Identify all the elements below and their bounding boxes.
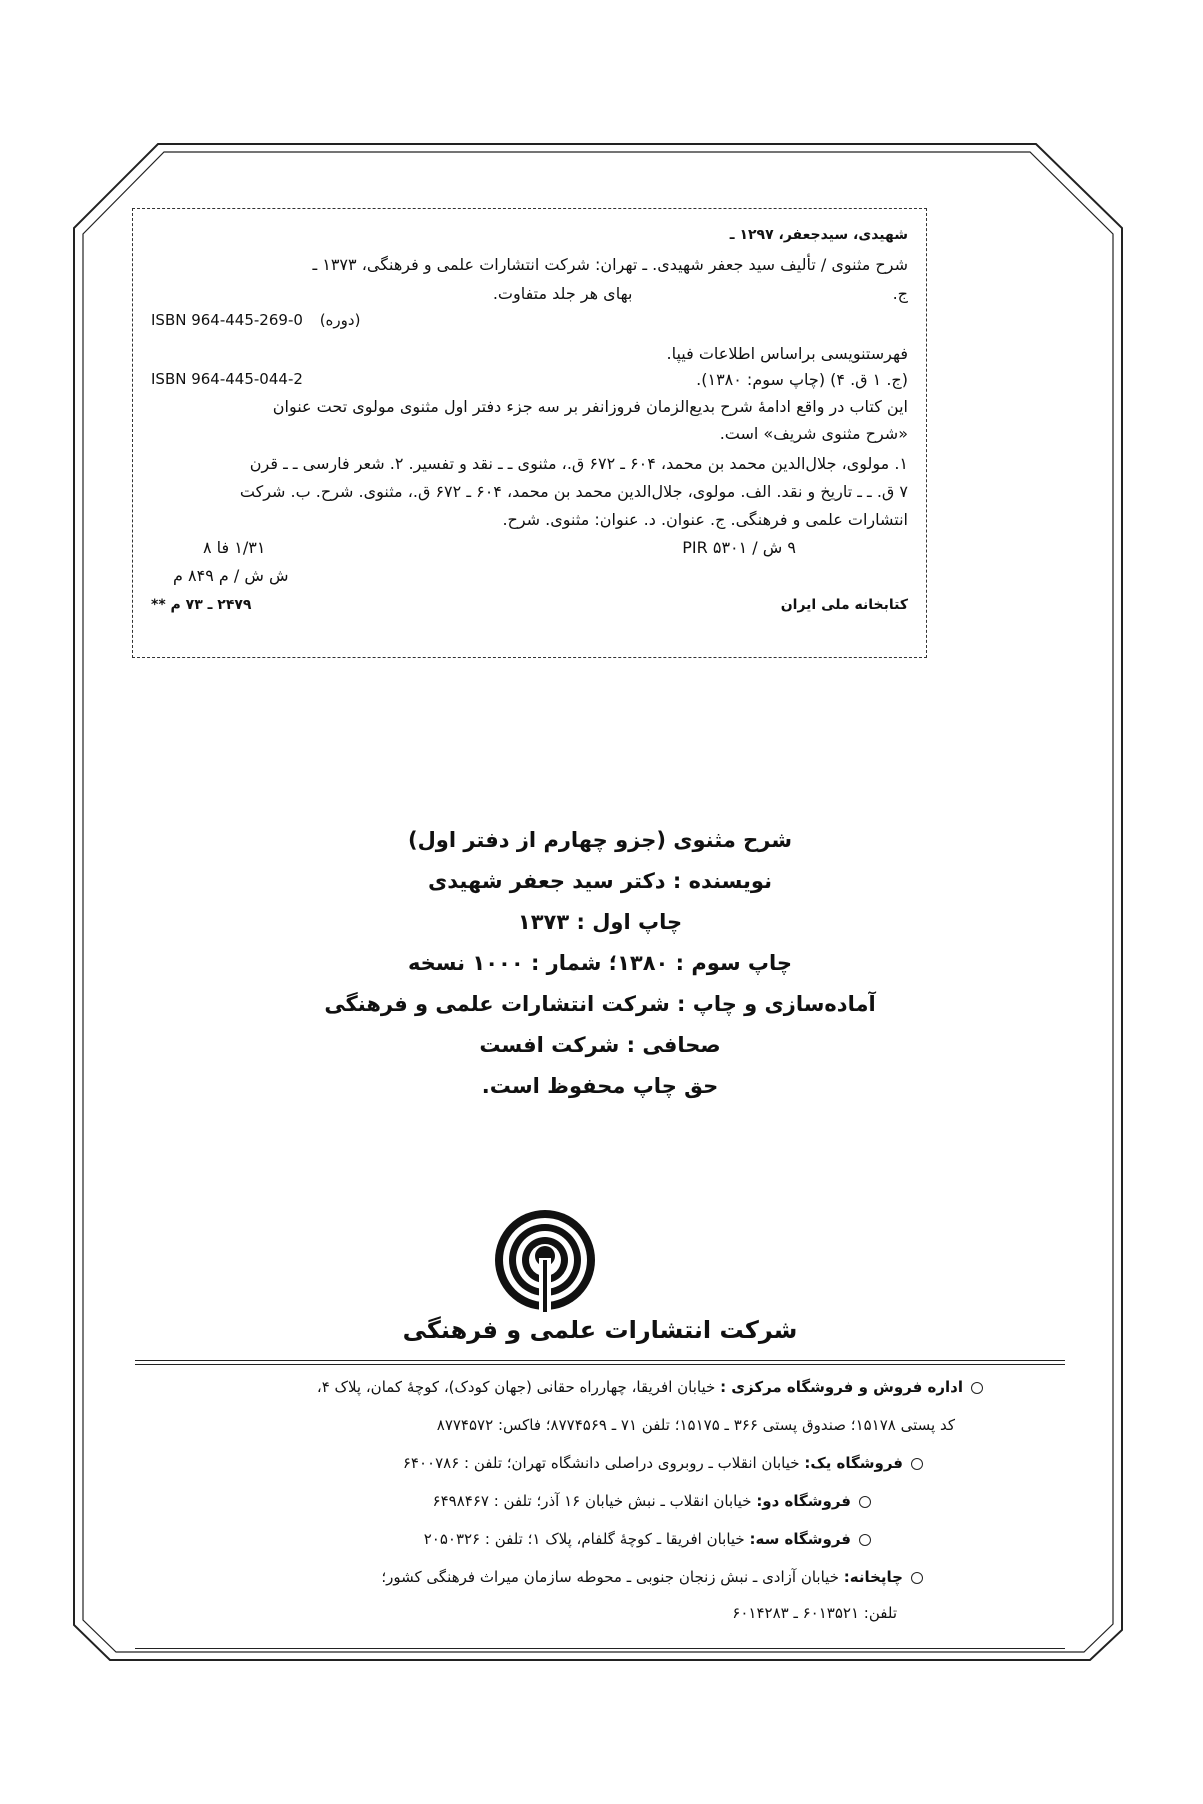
catalog-subject-2: ۷ ق. ـ ـ تاریخ و نقد. الف. مولوی، جلال‌الدین محمد بن محمد، ۶۰۴ ـ ۶۷۲ ق.، مثنوی. شرح. ب. شرکت — [239, 482, 908, 501]
catalog-card — [132, 208, 927, 658]
catalog-vol-prefix: ج. — [892, 284, 908, 303]
catalog-price-note: بهای هر جلد متفاوت. — [492, 284, 633, 303]
address-hq-2: کد پستی ۱۵۱۷۸؛ صندوق پستی ۳۶۶ ـ ۱۵۱۷۵؛ تلفن ۷۱ ـ ۸۷۷۴۵۶۹؛ فاکس: ۸۷۷۴۵۷۲ — [436, 1416, 955, 1434]
press-text: خیابان آزادی ـ نبش زنجان جنوبی ـ محوطه سازمان میراث فرهنگی کشور؛ — [381, 1568, 839, 1586]
catalog-subject-1: ۱. مولوی، جلال‌الدین محمد بن محمد، ۶۰۴ ـ ۶۷۲ ق.، مثنوی ـ ـ نقد و تفسیر. ۲. شعر فارسی ـ ـ قرن — [249, 454, 908, 473]
catalog-fipa: فهرستنویسی براساس اطلاعات فیپا. — [666, 344, 908, 363]
shop1-text: خیابان انقلاب ـ روبروی دراصلی دانشگاه تهران؛ تلفن : ۶۴۰۰۷۸۶ — [402, 1454, 800, 1472]
publisher-logo-icon — [493, 1208, 597, 1312]
catalog-library: کتابخانه ملی ایران — [780, 597, 908, 613]
catalog-volumes — [151, 279, 908, 308]
publisher-name: شرکت انتشارات علمی و فرهنگی — [402, 1316, 798, 1344]
catalog-class-dewey-2: ش ش / م ۸۴۹ م — [173, 566, 289, 585]
bullet-icon — [911, 1572, 923, 1584]
divider-top — [135, 1360, 1065, 1361]
author-line: نویسنده : دکتر سید جعفر شهیدی — [428, 869, 772, 893]
book-title: شرح مثنوی (جزو چهارم از دفتر اول) — [407, 828, 792, 852]
divider-top-2 — [135, 1364, 1065, 1365]
bullet-icon — [859, 1496, 871, 1508]
address-shop1 — [403, 1454, 923, 1472]
catalog-desc-1: این کتاب در واقع ادامهٔ شرح بدیع‌الزمان فروزانفر بر سه جزء دفتر اول مثنوی مولوی تحت عنوان — [272, 397, 908, 416]
shop2-label: فروشگاه دو: — [756, 1492, 851, 1510]
bullet-icon — [911, 1458, 923, 1470]
shop2-text: خیابان انقلاب ـ نبش خیابان ۱۶ آذر؛ تلفن : ۶۴۹۸۴۶۷ — [432, 1492, 752, 1510]
hq-label: اداره فروش و فروشگاه مرکزی : — [720, 1378, 963, 1396]
rights-line: حق چاپ محفوظ است. — [481, 1074, 719, 1098]
catalog-desc-2: «شرح مثنوی شریف» است. — [719, 424, 908, 443]
catalog-isbn-set — [151, 306, 360, 335]
first-print-line: چاپ اول : ۱۳۷۳ — [517, 910, 683, 934]
press-label: چاپخانه: — [843, 1568, 903, 1586]
catalog-author: شهیدی، سیدجعفر، ۱۲۹۷ ـ — [729, 227, 908, 243]
bullet-icon — [859, 1534, 871, 1546]
catalog-subject-3: انتشارات علمی و فرهنگی. ج. عنوان. د. عنوان: مثنوی. شرح. — [502, 510, 908, 529]
colophon — [250, 820, 950, 1107]
isbn-set-label: (دوره) — [319, 311, 361, 329]
shop3-text: خیابان افریقا ـ کوچهٔ گلفام، پلاک ۱؛ تلفن : ۲۰۵۰۳۲۶ — [423, 1530, 745, 1548]
address-hq — [317, 1378, 983, 1396]
address-press — [381, 1568, 923, 1586]
catalog-isbn-vol: ISBN 964-445-044-2 — [151, 370, 303, 388]
bullet-icon — [971, 1382, 983, 1394]
third-print-line: چاپ سوم : ۱۳۸۰؛ شمار : ۱۰۰۰ نسخه — [407, 951, 793, 975]
address-press-phone: تلفن: ۶۰۱۳۵۲۱ ـ ۶۰۱۴۲۸۳ — [732, 1604, 897, 1622]
catalog-card-number: ۲۴۷۹ ـ ۷۳ م ** — [151, 597, 252, 613]
catalog-class-dewey: ۱/۳۱ فا ۸ — [203, 538, 266, 557]
catalog-vol-note: (ج. ۱ ق. ۴) (چاپ سوم: ۱۳۸۰). — [696, 370, 908, 389]
binding-line: صحافی : شرکت افست — [479, 1033, 721, 1057]
shop3-label: فروشگاه سه: — [749, 1530, 851, 1548]
shop1-label: فروشگاه یک: — [804, 1454, 903, 1472]
preparation-line: آماده‌سازی و چاپ : شرکت انتشارات علمی و فرهنگی — [324, 992, 876, 1016]
catalog-title: شرح مثنوی / تألیف سید جعفر شهیدی. ـ تهران: شرکت انتشارات علمی و فرهنگی، ۱۳۷۳ ـ — [312, 255, 908, 274]
address-shop3 — [424, 1530, 871, 1548]
isbn-set-number: ISBN 964-445-269-0 — [151, 311, 303, 329]
divider-bottom — [135, 1648, 1065, 1649]
address-shop2 — [433, 1492, 871, 1510]
hq-text: خیابان افریقا، چهارراه حقانی (جهان کودک)، کوچهٔ کمان، پلاک ۴، — [316, 1378, 716, 1396]
catalog-class-pir: ۹ ش / ۵۳۰۱ PIR — [682, 538, 796, 557]
